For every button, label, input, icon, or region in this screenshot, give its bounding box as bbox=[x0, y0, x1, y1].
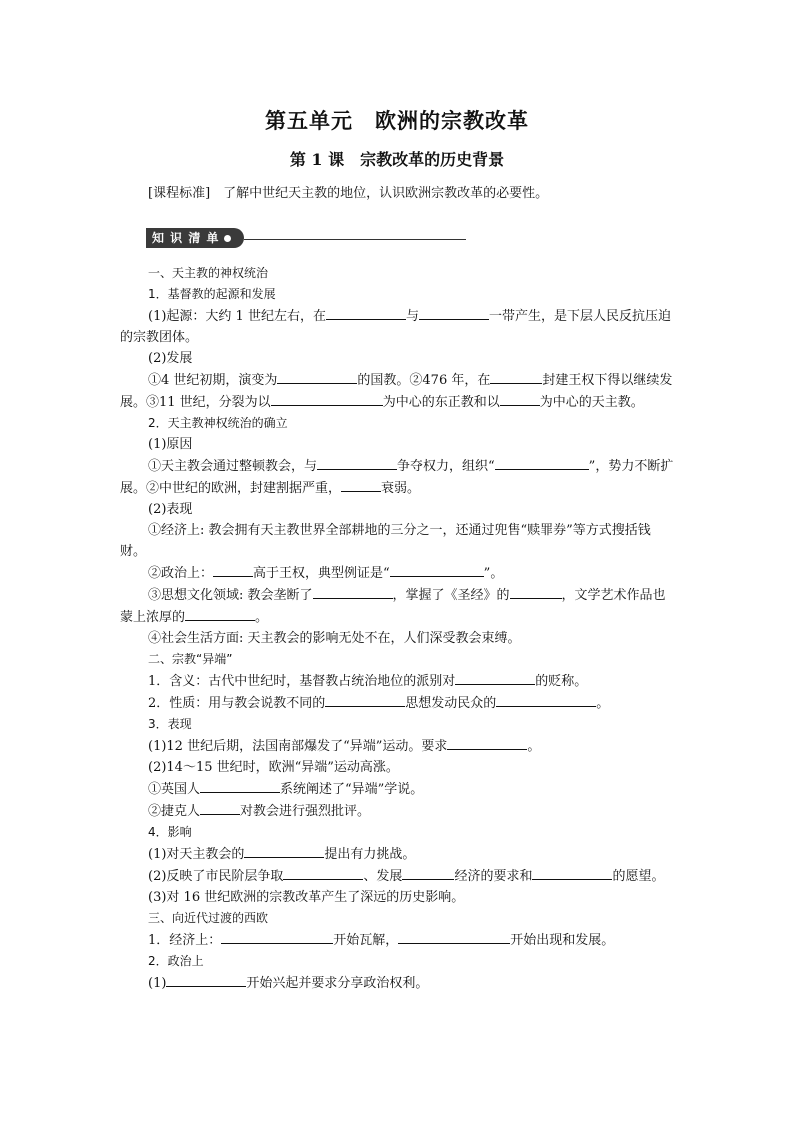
fill-blank[interactable] bbox=[496, 692, 596, 707]
paragraph: (1)原因 bbox=[148, 437, 193, 452]
paragraph: ①4 世纪初期，演变为 的国教。②476 年，在 封建王权下得以继续发展。③11 世纪，分裂为以 为中心的东正教和以 为中心的天主教。 bbox=[120, 369, 676, 413]
heading-3: 三、向近代过渡的西欧 bbox=[148, 911, 269, 925]
fill-blank[interactable] bbox=[317, 455, 397, 470]
fill-blank[interactable] bbox=[326, 305, 406, 320]
heading-1: 一、天主教的神权统治 bbox=[148, 266, 269, 280]
paragraph: (2)14～15 世纪时，欧洲“异端”运动高涨。 bbox=[148, 760, 399, 775]
dot-icon bbox=[224, 235, 231, 242]
fill-blank[interactable] bbox=[200, 778, 280, 793]
fill-blank[interactable] bbox=[200, 800, 240, 815]
subheading: 4．影响 bbox=[148, 825, 192, 839]
section-banner bbox=[146, 228, 468, 250]
paragraph: ①英国人 系统阐述了“异端”学说。 bbox=[120, 778, 676, 800]
fill-blank[interactable] bbox=[283, 865, 363, 880]
paragraph: ②政治上： 高于王权，典型例证是“ ”。 bbox=[120, 562, 676, 584]
subheading: 1．基督教的起源和发展 bbox=[148, 287, 276, 301]
paragraph: (1)12 世纪后期，法国南部爆发了“异端”运动。要求 。 bbox=[120, 735, 676, 757]
fill-blank[interactable] bbox=[398, 929, 510, 944]
fill-blank[interactable] bbox=[213, 562, 253, 577]
fill-blank[interactable] bbox=[490, 369, 542, 384]
fill-blank[interactable] bbox=[402, 865, 454, 880]
fill-blank[interactable] bbox=[166, 972, 246, 987]
paragraph: ①经济上: 教会拥有天主教世界全部耕地的三分之一，还通过兜售“赎罪券”等方式搜括钱财。 bbox=[120, 523, 651, 559]
paragraph: (2)发展 bbox=[148, 351, 193, 366]
subheading: 3．表现 bbox=[148, 717, 192, 731]
paragraph: (2)反映了市民阶层争取 、发展 经济的要求和 的愿望。 bbox=[120, 865, 676, 887]
fill-blank[interactable] bbox=[221, 929, 333, 944]
paragraph: (3)对 16 世纪欧洲的宗教改革产生了深远的历史影响。 bbox=[148, 890, 465, 905]
fill-blank[interactable] bbox=[313, 584, 393, 599]
fill-blank[interactable] bbox=[500, 391, 540, 406]
paragraph: ②捷克人 对教会进行强烈批评。 bbox=[120, 800, 676, 822]
subheading: 2．政治上 bbox=[148, 954, 204, 968]
banner-label-box bbox=[146, 228, 244, 248]
paragraph: ④社会生活方面: 天主教会的影响无处不在，人们深受教会束缚。 bbox=[148, 631, 521, 646]
fill-blank[interactable] bbox=[244, 843, 324, 858]
curriculum-standard: [课程标准] 了解中世纪天主教的地位，认识欧洲宗教改革的必要性。 bbox=[148, 186, 549, 201]
unit-title: 第五单元 欧洲的宗教改革 bbox=[265, 108, 529, 133]
fill-blank[interactable] bbox=[510, 584, 562, 599]
banner-rule bbox=[244, 239, 466, 240]
paragraph: (1)起源：大约 1 世纪左右，在 与 一带产生，是下层人民反抗压迫的宗教团体。 bbox=[120, 305, 676, 348]
banner-label: 知 识 清 单 bbox=[152, 231, 220, 245]
knowledge-list bbox=[120, 263, 676, 994]
fill-blank[interactable] bbox=[341, 477, 381, 492]
heading-2: 二、宗教“异端” bbox=[148, 652, 233, 666]
fill-blank[interactable] bbox=[532, 865, 612, 880]
subheading: 2．天主教神权统治的确立 bbox=[148, 416, 288, 430]
fill-blank[interactable] bbox=[390, 562, 484, 577]
fill-blank[interactable] bbox=[447, 735, 527, 750]
paragraph: (1)对天主教会的 提出有力挑战。 bbox=[120, 843, 676, 865]
paragraph: (2)表现 bbox=[148, 502, 193, 517]
paragraph: 2．性质：用与教会说教不同的 思想发动民众的 。 bbox=[120, 692, 676, 714]
paragraph: (1) 开始兴起并要求分享政治权利。 bbox=[120, 972, 676, 994]
lesson-title: 第 1 课 宗教改革的历史背景 bbox=[289, 150, 505, 169]
fill-blank[interactable] bbox=[277, 369, 357, 384]
fill-blank[interactable] bbox=[185, 606, 255, 621]
fill-blank[interactable] bbox=[325, 692, 405, 707]
paragraph: 1．含义：古代中世纪时，基督教占统治地位的派别对 的贬称。 bbox=[120, 670, 676, 692]
paragraph: 1．经济上： 开始瓦解， 开始出现和发展。 bbox=[120, 929, 676, 951]
fill-blank[interactable] bbox=[419, 305, 489, 320]
fill-blank[interactable] bbox=[495, 455, 589, 470]
paragraph: ①天主教会通过整顿教会，与 争夺权力，组织“ ”，势力不断扩展。②中世纪的欧洲，封建割据严重， 衰弱。 bbox=[120, 455, 676, 499]
fill-blank[interactable] bbox=[271, 391, 383, 406]
fill-blank[interactable] bbox=[455, 670, 535, 685]
paragraph: ③思想文化领域: 教会垄断了 ，掌握了《圣经》的 ，文学艺术作品也蒙上浓厚的 。 bbox=[120, 584, 676, 628]
